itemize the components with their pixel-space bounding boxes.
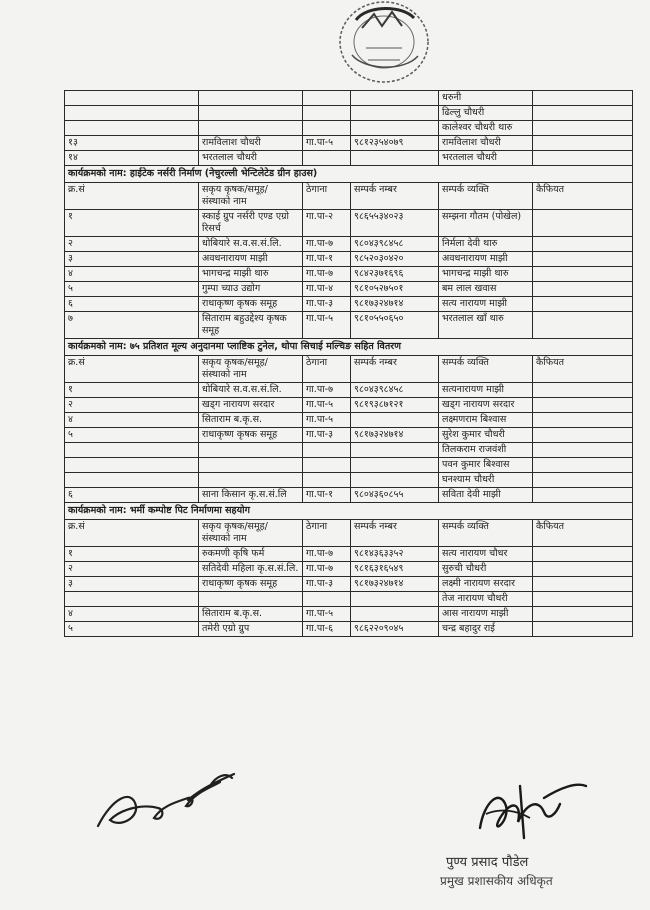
address-cell	[303, 106, 351, 121]
address-cell: गा.पा-३	[303, 577, 351, 592]
name-cell: रामविलाश चौधरी	[199, 136, 303, 151]
name-cell	[199, 592, 303, 607]
remarks-cell	[533, 297, 633, 312]
serial-cell: क्र.सं	[65, 183, 199, 210]
remarks-cell	[533, 282, 633, 297]
table-header-row	[65, 520, 633, 547]
contact-cell: सत्य नारायण माझी	[439, 297, 533, 312]
remarks-cell	[533, 136, 633, 151]
contact-cell: तिलकराम राजवंशी	[439, 443, 533, 458]
table-row	[65, 562, 633, 577]
officer-title: प्रमुख प्रशासकीय अधिकृत	[440, 874, 553, 888]
contact-cell: अवधनारायण माझी	[439, 252, 533, 267]
address-cell: गा.पा-२	[303, 210, 351, 237]
contact-cell: निर्मला देवी थारु	[439, 237, 533, 252]
serial-cell: १	[65, 547, 199, 562]
address-cell: गा.पा-७	[303, 562, 351, 577]
address-cell: गा.पा-५	[303, 398, 351, 413]
remarks-cell	[533, 547, 633, 562]
phone-cell: ९८६५५३४०२३	[351, 210, 439, 237]
name-cell: सिताराम बहुउद्देश्य कृषक समूह	[199, 312, 303, 339]
contact-cell: सत्यनारायण माझी	[439, 383, 533, 398]
phone-cell	[351, 413, 439, 428]
address-cell: गा.पा-५	[303, 312, 351, 339]
serial-cell: २	[65, 562, 199, 577]
contact-cell: आस नारायण माझी	[439, 607, 533, 622]
remarks-cell: कैफियत	[533, 183, 633, 210]
remarks-cell	[533, 252, 633, 267]
contact-cell: बम लाल खवास	[439, 282, 533, 297]
address-cell	[303, 91, 351, 106]
program-table	[64, 90, 633, 637]
program-title-row	[65, 339, 633, 356]
name-cell: सिताराम ब.कृ.स.	[199, 413, 303, 428]
address-cell: ठेगाना	[303, 183, 351, 210]
phone-cell	[351, 592, 439, 607]
table-row	[65, 252, 633, 267]
name-cell: सिताराम ब.कृ.स.	[199, 607, 303, 622]
table-header-row	[65, 183, 633, 210]
serial-cell: १३	[65, 136, 199, 151]
name-cell: खड्ग नारायण सरदार	[199, 398, 303, 413]
table-row	[65, 413, 633, 428]
serial-cell: ४	[65, 607, 199, 622]
contact-cell: लक्ष्मणराम बिश्वास	[439, 413, 533, 428]
name-cell: भरतलाल चौधरी	[199, 151, 303, 166]
table-row	[65, 210, 633, 237]
table-row	[65, 383, 633, 398]
remarks-cell	[533, 488, 633, 503]
phone-cell: ९८१४३६३३५२	[351, 547, 439, 562]
serial-cell: ६	[65, 488, 199, 503]
serial-cell: ५	[65, 428, 199, 443]
remarks-cell	[533, 210, 633, 237]
phone-cell: सम्पर्क नम्बर	[351, 183, 439, 210]
phone-cell: ९८१०५२७५०१	[351, 282, 439, 297]
contact-cell: ढिल्लु चौधरी	[439, 106, 533, 121]
program-table-container	[64, 90, 632, 637]
contact-cell: खड्ग नारायण सरदार	[439, 398, 533, 413]
table-row	[65, 488, 633, 503]
address-cell: गा.पा-७	[303, 267, 351, 282]
table-row	[65, 398, 633, 413]
contact-cell: भरतलाल चौधरी	[439, 151, 533, 166]
remarks-cell	[533, 151, 633, 166]
address-cell: गा.पा-४	[303, 282, 351, 297]
address-cell: गा.पा-७	[303, 383, 351, 398]
serial-cell: ५	[65, 282, 199, 297]
remarks-cell	[533, 106, 633, 121]
address-cell: गा.पा-१	[303, 252, 351, 267]
program-title-row	[65, 503, 633, 520]
name-cell: धोबियारे स.व.स.सं.लि.	[199, 237, 303, 252]
serial-cell: २	[65, 237, 199, 252]
name-cell: सकृय कृषक/समूह/ संस्थाको नाम	[199, 183, 303, 210]
remarks-cell	[533, 121, 633, 136]
phone-cell	[351, 91, 439, 106]
address-cell: गा.पा-५	[303, 136, 351, 151]
phone-cell: ९८५२०३०४२०	[351, 252, 439, 267]
name-cell	[199, 473, 303, 488]
name-cell	[199, 121, 303, 136]
table-row	[65, 237, 633, 252]
table-row	[65, 121, 633, 136]
table-row	[65, 473, 633, 488]
serial-cell	[65, 91, 199, 106]
contact-cell: सम्पर्क व्यक्ति	[439, 356, 533, 383]
name-cell: राधाकृष्ण कृषक समूह	[199, 577, 303, 592]
address-cell: गा.पा-५	[303, 607, 351, 622]
phone-cell	[351, 458, 439, 473]
phone-cell: ९८१७३२४७१४	[351, 428, 439, 443]
address-cell: गा.पा-१	[303, 488, 351, 503]
phone-cell: ९८१७३२४७१४	[351, 577, 439, 592]
serial-cell	[65, 106, 199, 121]
serial-cell: ६	[65, 297, 199, 312]
contact-cell: सुरेश कुमार चौधरी	[439, 428, 533, 443]
serial-cell: ५	[65, 622, 199, 637]
address-cell	[303, 151, 351, 166]
name-cell	[199, 443, 303, 458]
remarks-cell	[533, 562, 633, 577]
phone-cell: ९८१९३८७१२१	[351, 398, 439, 413]
remarks-cell	[533, 622, 633, 637]
table-row	[65, 443, 633, 458]
address-cell: गा.पा-३	[303, 428, 351, 443]
remarks-cell	[533, 443, 633, 458]
contact-cell: तेज नारायण चौधरी	[439, 592, 533, 607]
serial-cell: ३	[65, 577, 199, 592]
serial-cell: क्र.सं	[65, 520, 199, 547]
address-cell: गा.पा-३	[303, 297, 351, 312]
phone-cell	[351, 151, 439, 166]
remarks-cell: कैफियत	[533, 356, 633, 383]
remarks-cell	[533, 91, 633, 106]
phone-cell: ९८४२३७१६९६	[351, 267, 439, 282]
table-row	[65, 297, 633, 312]
serial-cell: ७	[65, 312, 199, 339]
phone-cell: ९८६२२०९०४५	[351, 622, 439, 637]
address-cell	[303, 473, 351, 488]
contact-cell: धरुनी	[439, 91, 533, 106]
table-header-row	[65, 356, 633, 383]
remarks-cell	[533, 592, 633, 607]
name-cell: भागचन्द्र माझी थारु	[199, 267, 303, 282]
table-row	[65, 577, 633, 592]
table-row	[65, 592, 633, 607]
phone-cell: ९८१२३५४०७९	[351, 136, 439, 151]
address-cell: ठेगाना	[303, 520, 351, 547]
serial-cell	[65, 121, 199, 136]
table-row	[65, 622, 633, 637]
address-cell	[303, 121, 351, 136]
contact-cell: सुरुची चौधरी	[439, 562, 533, 577]
remarks-cell	[533, 267, 633, 282]
phone-cell: सम्पर्क नम्बर	[351, 520, 439, 547]
name-cell	[199, 106, 303, 121]
table-row	[65, 282, 633, 297]
table-row	[65, 547, 633, 562]
address-cell: गा.पा-६	[303, 622, 351, 637]
name-cell: साना किसान कृ.स.सं.लि	[199, 488, 303, 503]
table-row	[65, 106, 633, 121]
phone-cell: ९८१०५५०६५०	[351, 312, 439, 339]
remarks-cell	[533, 473, 633, 488]
name-cell: राधाकृष्ण कृषक समूह	[199, 428, 303, 443]
contact-cell: भरतलाल खाँ थारु	[439, 312, 533, 339]
remarks-cell	[533, 398, 633, 413]
officer-name: पुण्य प्रसाद पौडेल	[446, 855, 529, 870]
table-row	[65, 267, 633, 282]
phone-cell	[351, 443, 439, 458]
remarks-cell	[533, 458, 633, 473]
remarks-cell	[533, 413, 633, 428]
handwritten-signature-right	[460, 778, 590, 848]
serial-cell	[65, 443, 199, 458]
remarks-cell	[533, 237, 633, 252]
remarks-cell: कैफियत	[533, 520, 633, 547]
serial-cell	[65, 592, 199, 607]
remarks-cell	[533, 312, 633, 339]
contact-cell: घनश्याम चौधरी	[439, 473, 533, 488]
handwritten-signature-left	[92, 768, 242, 838]
program-title: कार्यक्रमको नाम: ७५ प्रतिशत मूल्य अनुदानमा प्लाष्टिक टुनेल, थोपा सिचाई मल्चिङ सहित वितरण	[65, 339, 633, 356]
address-cell: ठेगाना	[303, 356, 351, 383]
address-cell	[303, 443, 351, 458]
name-cell	[199, 91, 303, 106]
phone-cell	[351, 607, 439, 622]
contact-cell: सम्पर्क व्यक्ति	[439, 183, 533, 210]
table-row	[65, 428, 633, 443]
serial-cell: ३	[65, 252, 199, 267]
contact-cell: कालेश्वर चौधरी थारु	[439, 121, 533, 136]
serial-cell: १	[65, 383, 199, 398]
table-row	[65, 136, 633, 151]
serial-cell: ४	[65, 267, 199, 282]
serial-cell: ४	[65, 413, 199, 428]
contact-cell: सत्य नारायण चौधर	[439, 547, 533, 562]
program-table-body	[65, 91, 633, 637]
name-cell: धोबियारे स.व.स.सं.लि.	[199, 383, 303, 398]
table-row	[65, 151, 633, 166]
phone-cell	[351, 106, 439, 121]
name-cell: गुम्पा च्याउ उद्योग	[199, 282, 303, 297]
office-seal-stamp	[322, 0, 442, 96]
table-row	[65, 91, 633, 106]
serial-cell	[65, 473, 199, 488]
remarks-cell	[533, 383, 633, 398]
address-cell: गा.पा-७	[303, 237, 351, 252]
contact-cell: भागचन्द्र माझी थारु	[439, 267, 533, 282]
table-row	[65, 607, 633, 622]
name-cell: स्काई ग्रुप नर्सरी एण्ड एग्रो रिसर्च	[199, 210, 303, 237]
address-cell: गा.पा-७	[303, 547, 351, 562]
address-cell	[303, 458, 351, 473]
contact-cell: लक्ष्मी नारायण सरदार	[439, 577, 533, 592]
program-title-row	[65, 166, 633, 183]
remarks-cell	[533, 577, 633, 592]
serial-cell	[65, 458, 199, 473]
serial-cell: १	[65, 210, 199, 237]
table-row	[65, 312, 633, 339]
phone-cell: सम्पर्क नम्बर	[351, 356, 439, 383]
contact-cell: चन्द्र बहादुर राई	[439, 622, 533, 637]
program-title: कार्यक्रमको नाम: भर्मी कम्पोष्ट पिट निर्माणमा सहयोग	[65, 503, 633, 520]
phone-cell: ९८१६३१६५४९	[351, 562, 439, 577]
serial-cell: १४	[65, 151, 199, 166]
name-cell: राधाकृष्ण कृषक समूह	[199, 297, 303, 312]
contact-cell: पवन कुमार बिश्वास	[439, 458, 533, 473]
contact-cell: रामविलाश चौधरी	[439, 136, 533, 151]
remarks-cell	[533, 428, 633, 443]
table-row	[65, 458, 633, 473]
phone-cell: ९८०४३९८४५८	[351, 383, 439, 398]
serial-cell: २	[65, 398, 199, 413]
contact-cell: सम्झना गौतम (पोखेल)	[439, 210, 533, 237]
phone-cell	[351, 473, 439, 488]
phone-cell: ९८०४३९८४५८	[351, 237, 439, 252]
phone-cell: ९८१७३२४७१४	[351, 297, 439, 312]
name-cell: सकृय कृषक/समूह/ संस्थाको नाम	[199, 356, 303, 383]
serial-cell: क्र.सं	[65, 356, 199, 383]
name-cell: तमेरी एग्रो ग्रुप	[199, 622, 303, 637]
address-cell: गा.पा-५	[303, 413, 351, 428]
name-cell: रुकमणी कृषि फर्म	[199, 547, 303, 562]
name-cell: अवधनारायण माझी	[199, 252, 303, 267]
remarks-cell	[533, 607, 633, 622]
name-cell: सतिदेवी महिला कृ.स.सं.लि.	[199, 562, 303, 577]
program-title: कार्यक्रमको नाम: हाईटेक नर्सरी निर्माण (नेचुरल्ली भेन्टिलेटेड ग्रीन हाउस)	[65, 166, 633, 183]
name-cell: सकृय कृषक/समूह/ संस्थाको नाम	[199, 520, 303, 547]
contact-cell: सम्पर्क व्यक्ति	[439, 520, 533, 547]
name-cell	[199, 458, 303, 473]
contact-cell: सविता देवी माझी	[439, 488, 533, 503]
phone-cell: ९८०४३६०८५५	[351, 488, 439, 503]
phone-cell	[351, 121, 439, 136]
address-cell	[303, 592, 351, 607]
